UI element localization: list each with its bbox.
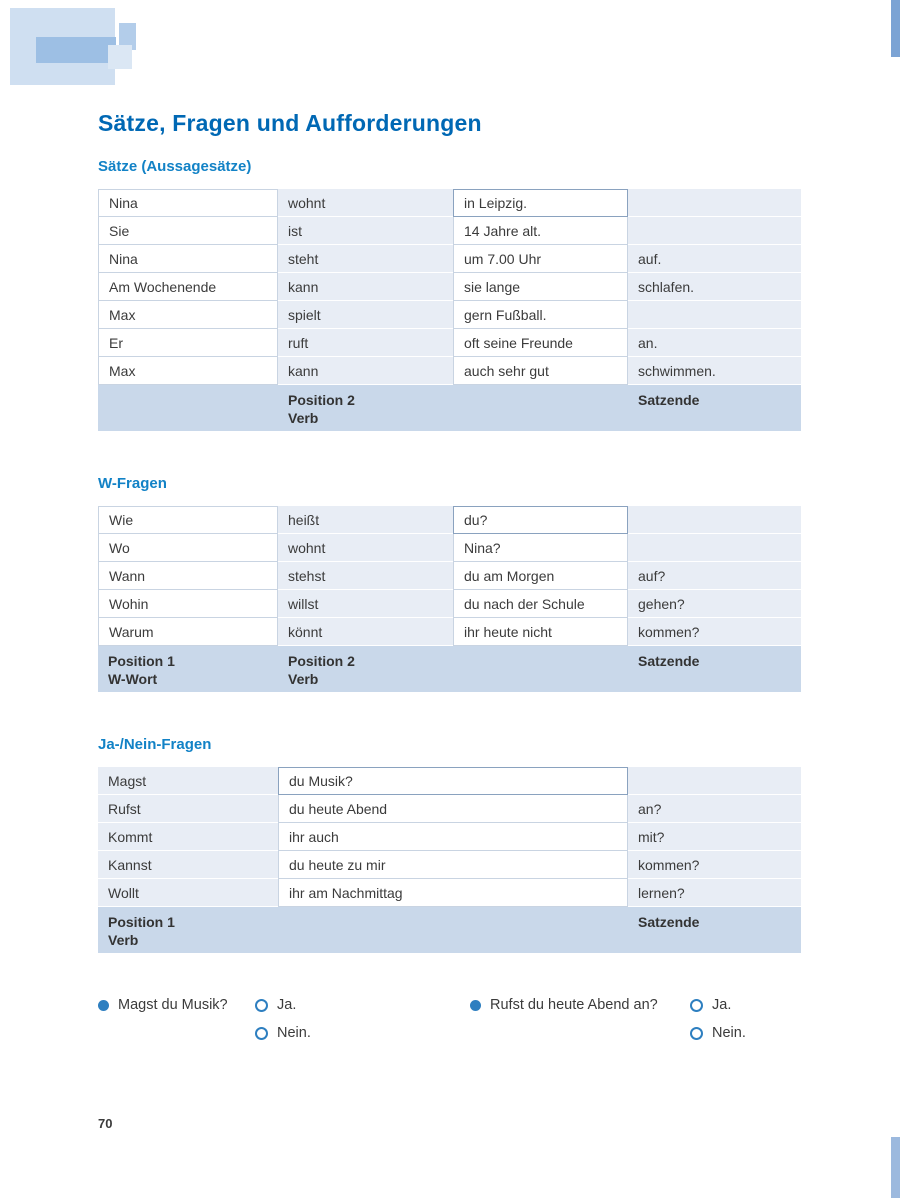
page-number: 70 <box>98 1116 113 1131</box>
table-cell: ihr am Nachmittag <box>278 879 628 907</box>
table-cell: oft seine Freunde <box>453 329 628 357</box>
table-row <box>98 189 801 217</box>
table-cell: Wohin <box>98 590 278 618</box>
section-heading-w-questions: W-Fragen <box>98 475 167 492</box>
table-cell: Wie <box>98 506 278 534</box>
table-cell: du heute Abend <box>278 795 628 823</box>
table-cell: Max <box>98 357 278 385</box>
footer-label-line: Satzende <box>638 914 700 930</box>
table-cell: Am Wochenende <box>98 273 278 301</box>
table-footer <box>98 385 801 431</box>
table-cell <box>628 767 801 795</box>
table-cell: Warum <box>98 618 278 646</box>
table-cell: kann <box>278 273 453 301</box>
table-row <box>98 217 801 245</box>
exercise-prompt-2 <box>470 997 658 1013</box>
footer-label-satzende <box>628 646 801 692</box>
section-w-questions <box>98 475 801 692</box>
table-cell: Wann <box>98 562 278 590</box>
table-cell: ist <box>278 217 453 245</box>
table-row <box>98 823 801 851</box>
footer-label-position2 <box>278 385 453 431</box>
table-cell-highlighted: du Musik? <box>278 767 628 795</box>
table-cell: kommen? <box>628 618 801 646</box>
table-cell <box>628 217 801 245</box>
table-cell: schlafen. <box>628 273 801 301</box>
exercise-prompt-1 <box>98 997 228 1013</box>
table-row <box>98 851 801 879</box>
table-cell: gern Fußball. <box>453 301 628 329</box>
table-cell-highlighted: du? <box>453 506 628 534</box>
exercise-option <box>255 997 296 1013</box>
footer-label-line: Verb <box>108 932 139 948</box>
table-cell: du nach der Schule <box>453 590 628 618</box>
exercise-prompt-text: Rufst du heute Abend an? <box>490 997 658 1013</box>
table-row <box>98 879 801 907</box>
radio-circle-icon <box>255 999 268 1012</box>
table-cell: Nina? <box>453 534 628 562</box>
table-row <box>98 329 801 357</box>
decorative-edge-bar-top <box>891 0 900 57</box>
exercise-option <box>690 997 731 1013</box>
table-row <box>98 562 801 590</box>
exercise-prompt-text: Magst du Musik? <box>118 997 228 1013</box>
footer-label-position1 <box>98 646 278 692</box>
table-cell: Er <box>98 329 278 357</box>
table-cell: spielt <box>278 301 453 329</box>
table-cell: 14 Jahre alt. <box>453 217 628 245</box>
table-cell: Magst <box>98 767 278 795</box>
table-cell-highlighted: in Leipzig. <box>453 189 628 217</box>
exercise-option-label: Ja. <box>712 997 732 1013</box>
table-row <box>98 357 801 385</box>
table-row <box>98 590 801 618</box>
footer-label-line: Verb <box>288 671 319 687</box>
table-cell: lernen? <box>628 879 801 907</box>
table-row <box>98 506 801 534</box>
page-title: Sätze, Fragen und Aufforderungen <box>98 110 482 136</box>
table-cell: Rufst <box>98 795 278 823</box>
table-cell <box>628 301 801 329</box>
table-row <box>98 534 801 562</box>
footer-label-line: W-Wort <box>108 671 158 687</box>
statements-table <box>98 189 801 431</box>
table-cell: um 7.00 Uhr <box>453 245 628 273</box>
table-row <box>98 301 801 329</box>
radio-circle-icon <box>255 1027 268 1040</box>
table-cell: ruft <box>278 329 453 357</box>
exercise-option <box>690 1025 746 1041</box>
table-row <box>98 767 801 795</box>
table-cell: mit? <box>628 823 801 851</box>
table-cell: kann <box>278 357 453 385</box>
radio-circle-icon <box>690 1027 703 1040</box>
footer-label-satzende <box>628 385 801 431</box>
table-cell: du am Morgen <box>453 562 628 590</box>
table-footer <box>98 907 801 953</box>
table-cell: Wollt <box>98 879 278 907</box>
table-cell: auch sehr gut <box>453 357 628 385</box>
table-cell: Wo <box>98 534 278 562</box>
table-cell: ihr auch <box>278 823 628 851</box>
exercise-option-label: Nein. <box>277 1025 311 1041</box>
radio-circle-icon <box>690 999 703 1012</box>
table-cell: auf. <box>628 245 801 273</box>
table-cell: wohnt <box>278 189 453 217</box>
footer-label-line: Verb <box>288 410 319 426</box>
footer-label-line: Position 1 <box>108 914 175 930</box>
table-cell: stehst <box>278 562 453 590</box>
exercise-option-label: Nein. <box>712 1025 746 1041</box>
footer-label-position2 <box>278 646 453 692</box>
table-row <box>98 618 801 646</box>
footer-label-line: Satzende <box>638 653 700 669</box>
decorative-block <box>108 45 132 69</box>
table-cell: auf? <box>628 562 801 590</box>
table-cell: Nina <box>98 189 278 217</box>
table-cell: heißt <box>278 506 453 534</box>
table-cell: Kommt <box>98 823 278 851</box>
footer-label-position1 <box>98 907 278 953</box>
table-cell: an? <box>628 795 801 823</box>
exercise-option <box>255 1025 311 1041</box>
table-row <box>98 795 801 823</box>
table-cell: willst <box>278 590 453 618</box>
footer-label-line: Position 2 <box>288 392 355 408</box>
table-cell: könnt <box>278 618 453 646</box>
table-cell: an. <box>628 329 801 357</box>
footer-label-satzende <box>628 907 801 953</box>
table-cell: du heute zu mir <box>278 851 628 879</box>
table-row <box>98 273 801 301</box>
page-content <box>98 110 801 1057</box>
table-cell: ihr heute nicht <box>453 618 628 646</box>
footer-label-line: Position 1 <box>108 653 175 669</box>
bullet-icon <box>98 1000 109 1011</box>
section-heading-yn-questions: Ja-/Nein-Fragen <box>98 736 212 753</box>
decorative-block <box>36 37 116 63</box>
exercise-option-label: Ja. <box>277 997 297 1013</box>
table-cell: Sie <box>98 217 278 245</box>
table-cell: kommen? <box>628 851 801 879</box>
table-row <box>98 245 801 273</box>
bullet-icon <box>470 1000 481 1011</box>
table-cell <box>628 534 801 562</box>
footer-label-line: Position 2 <box>288 653 355 669</box>
table-cell: steht <box>278 245 453 273</box>
exercise-row <box>98 997 801 1057</box>
decorative-edge-bar-bottom <box>891 1137 900 1198</box>
w-questions-table <box>98 506 801 692</box>
table-cell <box>628 506 801 534</box>
table-cell: Max <box>98 301 278 329</box>
table-cell: sie lange <box>453 273 628 301</box>
table-footer <box>98 646 801 692</box>
table-cell: Kannst <box>98 851 278 879</box>
table-cell <box>628 189 801 217</box>
table-cell: gehen? <box>628 590 801 618</box>
table-cell: schwimmen. <box>628 357 801 385</box>
yn-questions-table <box>98 767 801 953</box>
section-heading-statements: Sätze (Aussagesätze) <box>98 158 252 175</box>
footer-label-line: Satzende <box>638 392 700 408</box>
table-cell: Nina <box>98 245 278 273</box>
section-statements <box>98 158 801 431</box>
section-yn-questions <box>98 736 801 953</box>
table-cell: wohnt <box>278 534 453 562</box>
